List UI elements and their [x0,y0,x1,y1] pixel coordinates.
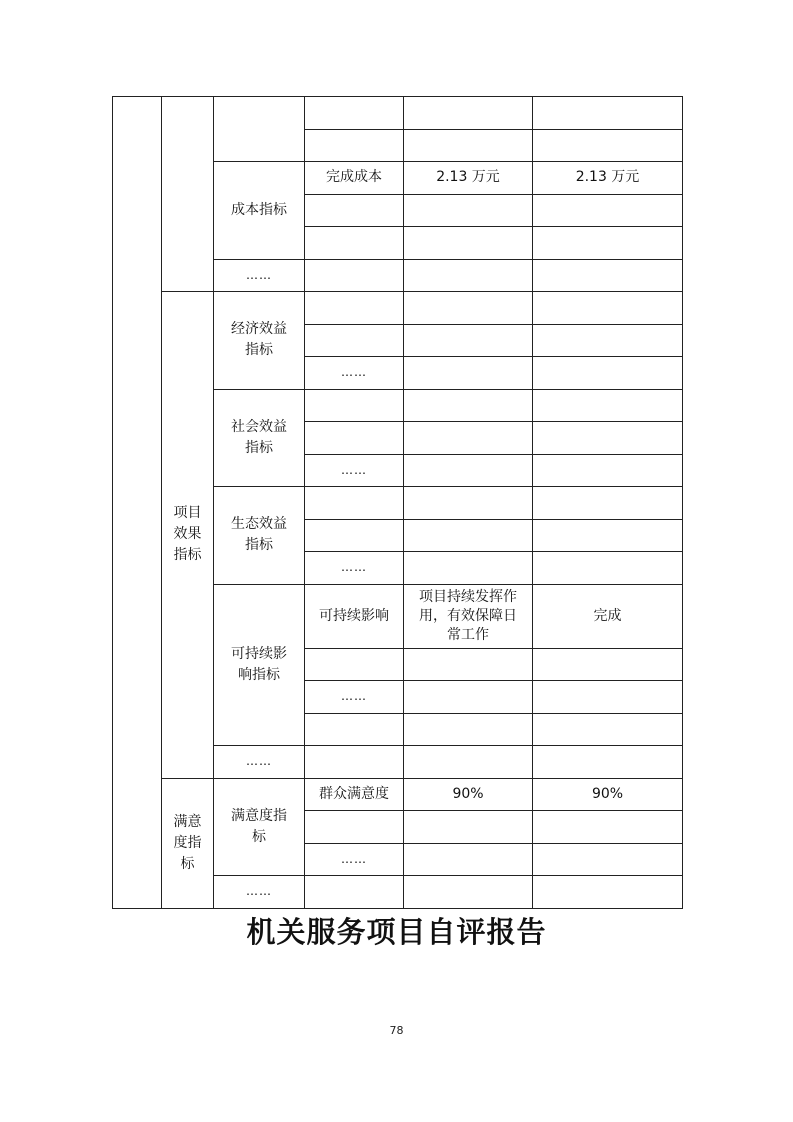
indicator-cell [305,487,404,520]
actual-cell [533,292,683,325]
satisfaction-category-label: 满意度指标 [231,807,287,845]
ellipsis-cell: …… [305,454,404,487]
sustain-category-cell [214,584,305,746]
actual-cell [533,487,683,520]
table-row [113,292,683,325]
target-cell [404,681,533,714]
continued-category-cell [214,97,305,162]
indicator-cell [305,389,404,422]
actual-cell [533,876,683,909]
effect-group-label: 项目效果指标 [173,505,202,564]
ellipsis-cell: …… [305,357,404,390]
target-value-cell: 90% [404,778,533,811]
actual-cell [533,746,683,779]
target-cell [404,648,533,681]
target-cell [404,129,533,162]
target-cell [404,454,533,487]
satisfaction-group-cell [162,778,214,908]
actual-value-cell: 90% [533,778,683,811]
indicator-cell [305,227,404,260]
actual-cell [533,357,683,390]
table-row [113,778,683,811]
effect-group-cell [162,292,214,779]
ellipsis-cell: …… [214,746,305,779]
indicator-cell: 群众满意度 [305,778,404,811]
actual-value-cell: 2.13 万元 [533,162,683,195]
actual-cell [533,422,683,455]
actual-cell [533,389,683,422]
output-group-cell [162,97,214,292]
target-cell [404,422,533,455]
indicator-cell [305,746,404,779]
cost-category-cell: 成本指标 [214,162,305,260]
indicator-cell [305,519,404,552]
target-cell [404,97,533,130]
indicator-cell [305,713,404,746]
target-cell [404,843,533,876]
target-cell [404,324,533,357]
target-cell [404,876,533,909]
target-cell [404,811,533,844]
indicator-cell [305,194,404,227]
ellipsis-cell: …… [214,259,305,292]
actual-cell [533,552,683,585]
actual-cell [533,227,683,260]
sustain-category-label: 可持续影响指标 [231,645,287,683]
page-number: 78 [389,1024,404,1037]
target-cell [404,552,533,585]
actual-cell [533,519,683,552]
sustain-target-text: 项目持续发挥作用，有效保障日常工作 [419,588,517,643]
actual-cell [533,713,683,746]
target-cell [404,389,533,422]
indicator-cell [305,422,404,455]
indicator-cell [305,811,404,844]
report-title: 机关服务项目自评报告 [246,915,547,949]
indicator-cell [305,876,404,909]
ellipsis-cell: …… [305,843,404,876]
target-cell [404,227,533,260]
social-category-cell [214,389,305,487]
indicator-cell [305,129,404,162]
target-cell [404,194,533,227]
ellipsis-cell: …… [214,876,305,909]
satisfaction-category-cell [214,778,305,876]
target-cell [404,519,533,552]
ellipsis-cell: …… [305,552,404,585]
ecological-category-label: 生态效益指标 [231,516,287,554]
indicator-cell [305,97,404,130]
actual-cell [533,194,683,227]
actual-cell [533,324,683,357]
actual-cell [533,648,683,681]
target-cell [404,746,533,779]
ellipsis-cell: …… [305,681,404,714]
economic-category-label: 经济效益指标 [231,321,287,359]
first-level-indicator-cell [113,97,162,909]
performance-indicator-table [112,96,683,909]
social-category-label: 社会效益指标 [231,418,287,456]
indicator-cell [305,259,404,292]
target-value-cell [404,584,533,648]
actual-cell [533,454,683,487]
actual-cell [533,259,683,292]
actual-value-cell: 完成 [533,584,683,648]
indicator-cell: 可持续影响 [305,584,404,648]
actual-cell [533,129,683,162]
actual-cell [533,681,683,714]
indicator-cell: 完成成本 [305,162,404,195]
indicator-cell [305,648,404,681]
target-cell [404,292,533,325]
actual-cell [533,843,683,876]
economic-category-cell [214,292,305,390]
ecological-category-cell [214,487,305,585]
target-cell [404,259,533,292]
indicator-cell [305,324,404,357]
target-cell [404,357,533,390]
target-cell [404,487,533,520]
target-value-cell: 2.13 万元 [404,162,533,195]
actual-cell [533,811,683,844]
target-cell [404,713,533,746]
actual-cell [533,97,683,130]
satisfaction-group-label: 满意度指标 [173,813,202,872]
indicator-cell [305,292,404,325]
table-row [113,97,683,130]
